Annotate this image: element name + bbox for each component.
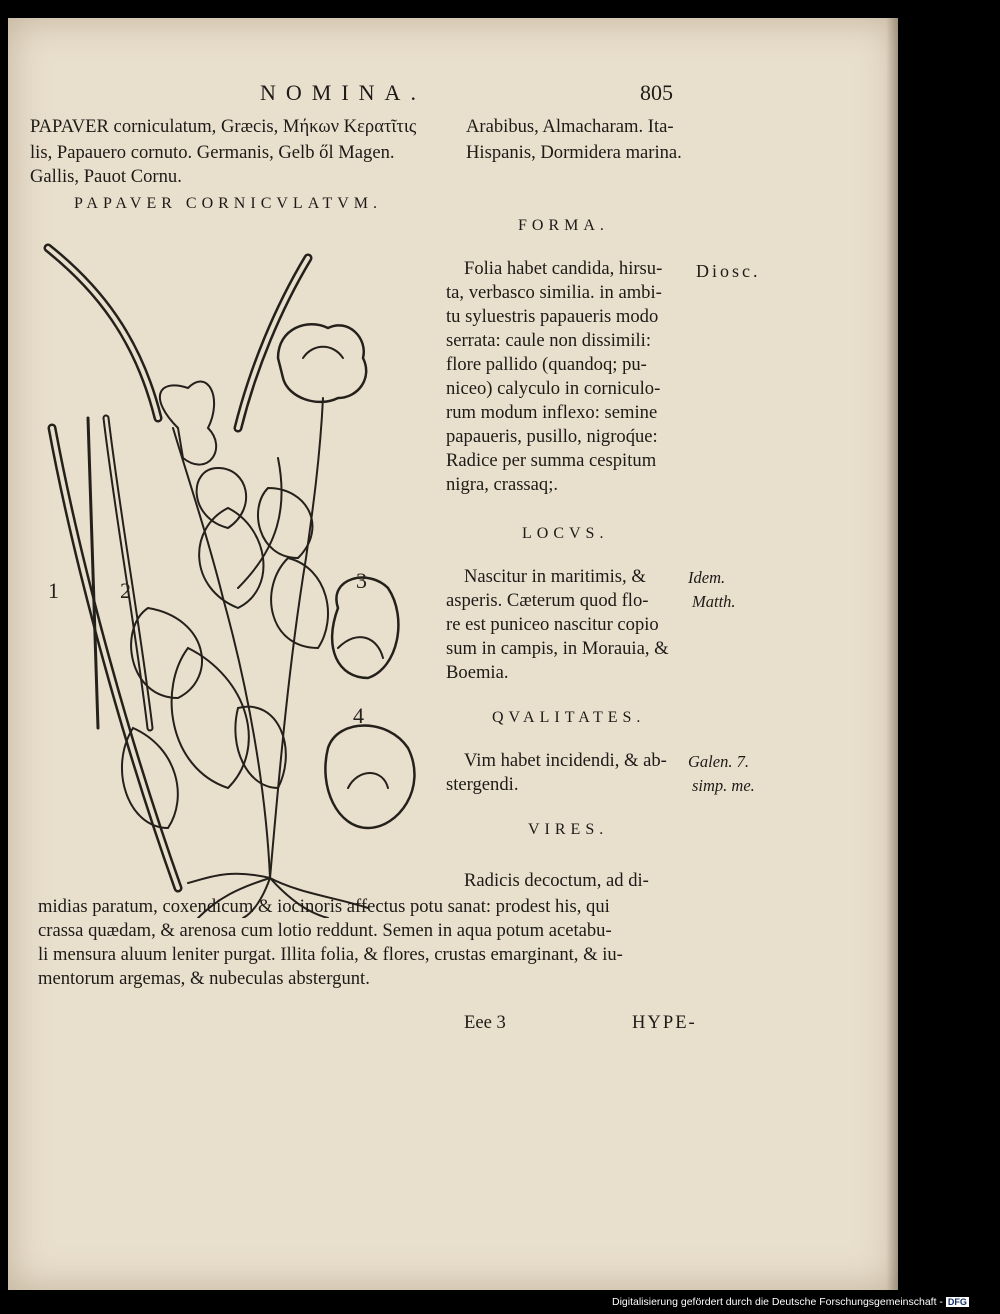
nomina-line: lis, Papauero cornuto. Germanis, Gelb ől Magen.	[30, 142, 395, 163]
nomina-line: PAPAVER corniculatum, Græcis, Μήκων Κερατῖτις	[30, 116, 417, 137]
margin-note-galen: Galen. 7.	[688, 752, 749, 771]
text-line: niceo) calyculo in corniculo-	[446, 378, 661, 399]
nomina-line: Hispanis, Dormidera marina.	[466, 142, 682, 163]
catchword: HYPE-	[632, 1012, 697, 1033]
margin-note-idem: Idem.	[688, 568, 726, 587]
text-line: nigra, crassaq;.	[446, 474, 559, 495]
signature-mark: Eee 3	[464, 1012, 506, 1033]
running-title: NOMINA.	[260, 80, 426, 105]
figure-label-2: 2	[120, 578, 131, 603]
plant-woodcut-illustration	[38, 228, 448, 918]
text-line: serrata: caule non dissimili:	[446, 330, 651, 351]
text-line: Boemia.	[446, 662, 509, 683]
margin-note-matth: Matth.	[692, 592, 736, 611]
dfg-logo: DFG	[947, 1297, 967, 1307]
text-line: papaueris, pusillo, nigroq́ue:	[446, 426, 658, 447]
figure-caption: PAPAVER CORNICVLATVM.	[74, 195, 383, 212]
text-line: stergendi.	[446, 774, 519, 795]
text-line: Radice per summa cespitum	[446, 450, 657, 471]
figure-label-1: 1	[48, 578, 59, 603]
figure-label-4: 4	[353, 703, 364, 728]
text-line: Radicis decoctum, ad di-	[464, 870, 649, 891]
margin-note-diosc: Diosc.	[696, 261, 761, 281]
section-heading-qualitates: QVALITATES.	[492, 709, 646, 726]
figure-label-3: 3	[356, 568, 367, 593]
text-line: Nascitur in maritimis, &	[464, 566, 646, 587]
nomina-line: Gallis, Pauot Cornu.	[30, 166, 182, 187]
text-line: midias paratum, coxendicum & iocinoris affectus potu sanat: prodest his, qui	[38, 896, 610, 917]
nomina-line: Arabibus, Almacharam. Ita-	[466, 116, 674, 137]
book-page	[8, 18, 898, 1290]
section-heading-forma: FORMA.	[518, 217, 609, 234]
text-line: tu syluestris papaueris modo	[446, 306, 659, 327]
text-line: ta, verbasco similia. in ambi-	[446, 282, 662, 303]
text-line: mentorum argemas, & nubeculas abstergunt.	[38, 968, 370, 989]
text-line: flore pallido (quandoq; pu-	[446, 354, 647, 375]
text-line: Folia habet candida, hirsu-	[464, 258, 663, 279]
margin-note-simp: simp. me.	[692, 776, 755, 795]
section-heading-locus: LOCVS.	[522, 525, 609, 542]
page-number: 805	[640, 80, 673, 105]
text-line: Vim habet incidendi, & ab-	[464, 750, 667, 771]
text-line: rum modum inflexo: semine	[446, 402, 658, 423]
text-line: asperis. Cæterum quod flo-	[446, 590, 649, 611]
section-heading-vires: VIRES.	[528, 821, 609, 838]
text-line: crassa quædam, & arenosa cum lotio reddunt. Semen in aqua potum acetabu-	[38, 920, 612, 941]
text-line: sum in campis, in Morauia, &	[446, 638, 669, 659]
digitization-footer	[612, 1296, 969, 1308]
text-line: re est puniceo nascitur copio	[446, 614, 659, 635]
footer-text: Digitalisierung gefördert durch die Deutsche Forschungsgemeinschaft -	[612, 1296, 943, 1308]
text-line: li mensura aluum leniter purgat. Illita folia, & flores, crustas emarginant, & iu-	[38, 944, 623, 965]
